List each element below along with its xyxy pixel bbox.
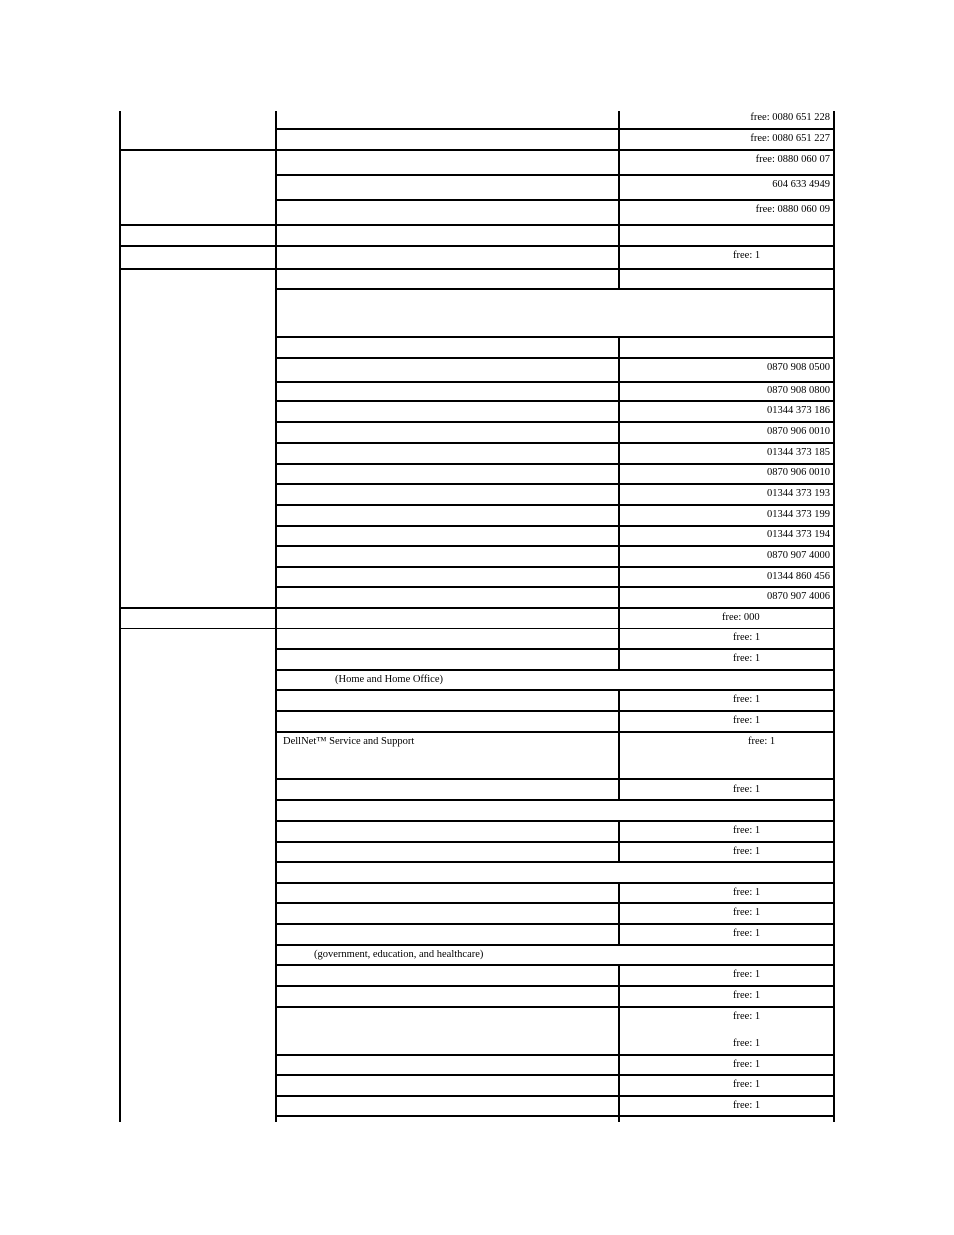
row-divider bbox=[275, 288, 835, 290]
phone-number: free: 0880 060 09 bbox=[755, 204, 830, 215]
phone-number: 01344 373 186 bbox=[767, 405, 830, 416]
row-divider bbox=[275, 841, 835, 843]
row-divider bbox=[275, 128, 835, 130]
row-divider bbox=[119, 628, 835, 629]
row-divider bbox=[275, 483, 835, 485]
phone-number: 01344 373 199 bbox=[767, 509, 830, 520]
phone-number: free: 1 bbox=[733, 969, 761, 980]
row-divider bbox=[275, 566, 835, 568]
phone-number: 604 633 4949 bbox=[772, 179, 830, 190]
phone-number: 0870 906 0010 bbox=[767, 467, 830, 478]
phone-number: 0870 908 0800 bbox=[767, 385, 830, 396]
row-divider bbox=[275, 669, 835, 671]
row-divider bbox=[119, 245, 835, 247]
table-right-border bbox=[833, 111, 835, 1122]
phone-number: 0870 908 0500 bbox=[767, 362, 830, 373]
phone-number: free: 0080 651 227 bbox=[750, 133, 830, 144]
row-divider bbox=[119, 268, 835, 270]
row-divider bbox=[275, 1006, 835, 1008]
phone-number: free: 1 bbox=[733, 1100, 761, 1111]
phone-number: free: 000 bbox=[722, 612, 760, 623]
row-divider bbox=[275, 463, 835, 465]
row-divider bbox=[275, 1074, 835, 1076]
phone-number: free: 1 bbox=[733, 846, 761, 857]
phone-number: free: 1 bbox=[733, 887, 761, 898]
phone-number: free: 1 bbox=[733, 1038, 761, 1049]
row-divider bbox=[275, 174, 835, 176]
row-divider bbox=[275, 944, 835, 946]
row-divider bbox=[275, 586, 835, 588]
phone-number: free: 1 bbox=[733, 1011, 761, 1022]
row-divider bbox=[275, 689, 835, 691]
phone-number: free: 1 bbox=[733, 990, 761, 1001]
row-divider bbox=[275, 820, 835, 822]
row-divider bbox=[275, 442, 835, 444]
column-divider-2-lower-c bbox=[618, 883, 620, 945]
row-divider bbox=[275, 778, 835, 780]
row-divider bbox=[275, 710, 835, 712]
row-divider bbox=[275, 1115, 835, 1117]
row-divider bbox=[275, 336, 835, 338]
row-divider bbox=[119, 224, 835, 226]
phone-number: free: 1 bbox=[733, 1059, 761, 1070]
phone-number: free: 1 bbox=[748, 736, 776, 747]
phone-number: 01344 373 185 bbox=[767, 447, 830, 458]
phone-number: free: 1 bbox=[733, 784, 761, 795]
phone-number: free: 1 bbox=[733, 694, 761, 705]
column-divider-1 bbox=[275, 111, 277, 1122]
phone-number: free: 1 bbox=[733, 928, 761, 939]
row-divider bbox=[275, 861, 835, 863]
phone-number: free: 1 bbox=[733, 715, 761, 726]
row-divider bbox=[275, 1095, 835, 1097]
phone-number: free: 1 bbox=[733, 1079, 761, 1090]
table-left-border bbox=[119, 111, 121, 1122]
phone-number: 0870 907 4006 bbox=[767, 591, 830, 602]
row-divider bbox=[275, 902, 835, 904]
phone-number: free: 0080 651 228 bbox=[750, 112, 830, 123]
row-divider bbox=[275, 731, 835, 733]
phone-number: 0870 907 4000 bbox=[767, 550, 830, 561]
row-divider bbox=[275, 1054, 835, 1056]
row-divider bbox=[275, 421, 835, 423]
row-divider bbox=[119, 607, 835, 609]
phone-number: 01344 373 194 bbox=[767, 529, 830, 540]
phone-number: 01344 860 456 bbox=[767, 571, 830, 582]
column-divider-2-lower-d bbox=[618, 965, 620, 1122]
row-divider bbox=[275, 504, 835, 506]
phone-number: 01344 373 193 bbox=[767, 488, 830, 499]
phone-number: free: 1 bbox=[733, 825, 761, 836]
row-divider bbox=[275, 882, 835, 884]
service-label: DellNet™ Service and Support bbox=[283, 736, 415, 747]
row-divider bbox=[275, 199, 835, 201]
row-divider bbox=[275, 381, 835, 383]
row-divider bbox=[275, 525, 835, 527]
section-heading: (Home and Home Office) bbox=[335, 674, 443, 685]
row-divider bbox=[275, 648, 835, 650]
row-divider bbox=[275, 799, 835, 801]
phone-number: free: 1 bbox=[733, 653, 761, 664]
phone-number: 0870 906 0010 bbox=[767, 426, 830, 437]
row-divider bbox=[275, 400, 835, 402]
phone-number: free: 1 bbox=[733, 907, 761, 918]
phone-number: free: 1 bbox=[733, 632, 761, 643]
phone-number: free: 1 bbox=[733, 250, 761, 261]
row-divider bbox=[275, 357, 835, 359]
row-divider bbox=[275, 964, 835, 966]
section-heading: (government, education, and healthcare) bbox=[314, 949, 484, 960]
row-divider bbox=[275, 923, 835, 925]
row-divider bbox=[119, 149, 835, 151]
phone-number: free: 0880 060 07 bbox=[755, 154, 830, 165]
column-divider-2-lower-a bbox=[618, 690, 620, 800]
row-divider bbox=[275, 985, 835, 987]
row-divider bbox=[275, 545, 835, 547]
